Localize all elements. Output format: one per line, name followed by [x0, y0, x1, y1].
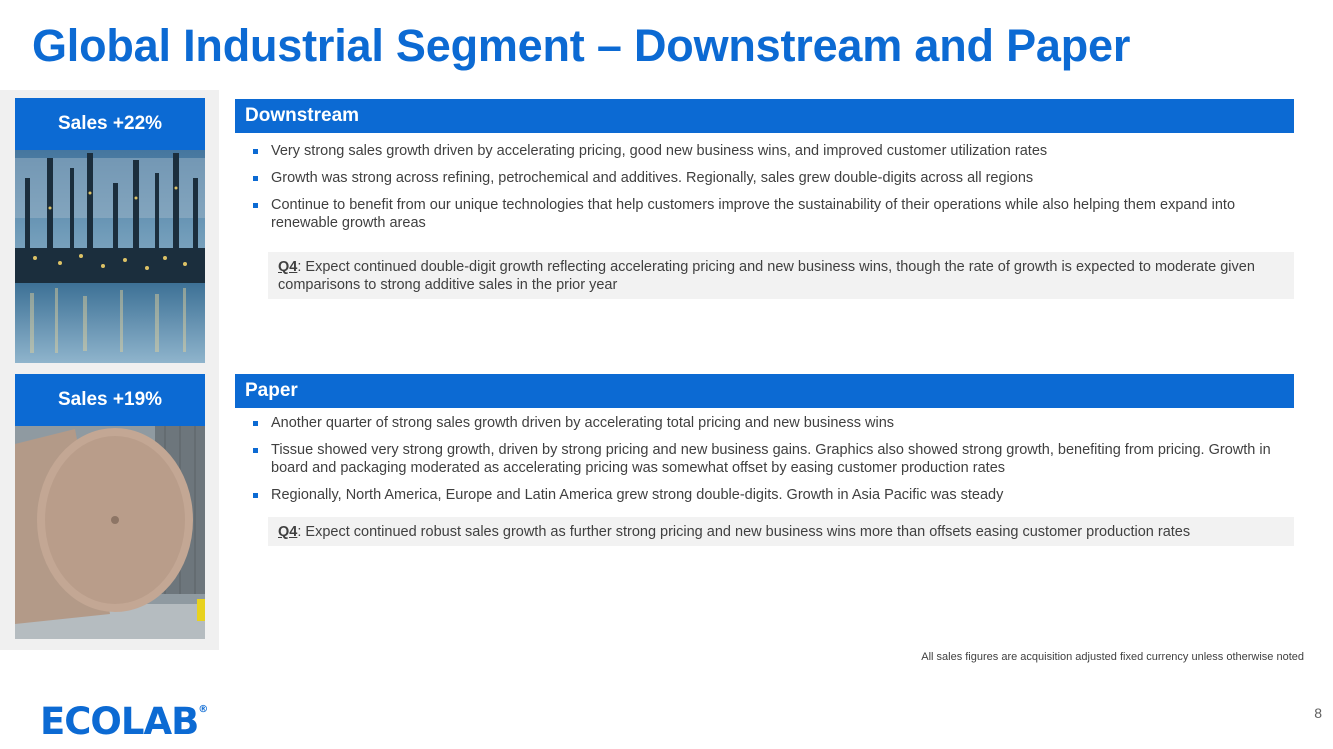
list-item: Regionally, North America, Europe and Latin America grew strong double-digits. Growth in Asia Pacific was steady	[253, 486, 1283, 504]
paper-header: Paper	[235, 374, 1294, 408]
paper-q4-outlook	[268, 517, 1294, 546]
bullet-icon	[253, 421, 258, 426]
q4-text: : Expect continued robust sales growth as further strong pricing and new business wins more than offsets easing customer production rates	[297, 524, 1191, 540]
q4-text: : Expect continued double-digit growth reflecting accelerating pricing and new business wins, though the rate of growth is expected to moderate given comparisons to strong additive sales in the prior year	[278, 259, 1255, 293]
registered-mark: ®	[198, 704, 209, 715]
bullet-icon	[253, 149, 258, 154]
paper-sales-badge: Sales +19%	[15, 374, 205, 426]
bullet-icon	[253, 493, 258, 498]
refinery-image	[15, 98, 205, 363]
page-title: Global Industrial Segment – Downstream and Paper	[32, 20, 1131, 71]
list-item: Another quarter of strong sales growth driven by accelerating total pricing and new business wins	[253, 414, 1283, 432]
bullet-icon	[253, 176, 258, 181]
list-item: Very strong sales growth driven by accelerating pricing, good new business wins, and improved customer utilization rates	[253, 142, 1283, 160]
paper-roll-image	[15, 374, 205, 639]
footnote: All sales figures are acquisition adjusted fixed currency unless otherwise noted	[921, 651, 1304, 663]
downstream-sales-badge: Sales +22%	[15, 98, 205, 150]
bullet-icon	[253, 203, 258, 208]
bullet-icon	[253, 448, 258, 453]
logo-text: ECOLAB	[40, 700, 199, 743]
paper-bullet-list	[253, 414, 1283, 513]
q4-label: Q4	[278, 259, 298, 275]
list-item: Continue to benefit from our unique technologies that help customers improve the sustainability of their operations while also helping them expand into renewable growth areas	[253, 196, 1283, 232]
list-item: Tissue showed very strong growth, driven by strong pricing and new business gains. Graphics also showed strong growth, benefiting from pricing. Growth in board and packaging moderated as accelerating pricing was somewhat offset by easing customer production rates	[253, 441, 1283, 477]
downstream-header: Downstream	[235, 99, 1294, 133]
ecolab-logo	[40, 700, 208, 743]
downstream-bullet-list	[253, 142, 1283, 241]
page-number: 8	[1314, 705, 1322, 721]
q4-label: Q4	[278, 524, 298, 540]
list-item: Growth was strong across refining, petrochemical and additives. Regionally, sales grew double-digits across all regions	[253, 169, 1283, 187]
downstream-q4-outlook	[268, 252, 1294, 299]
